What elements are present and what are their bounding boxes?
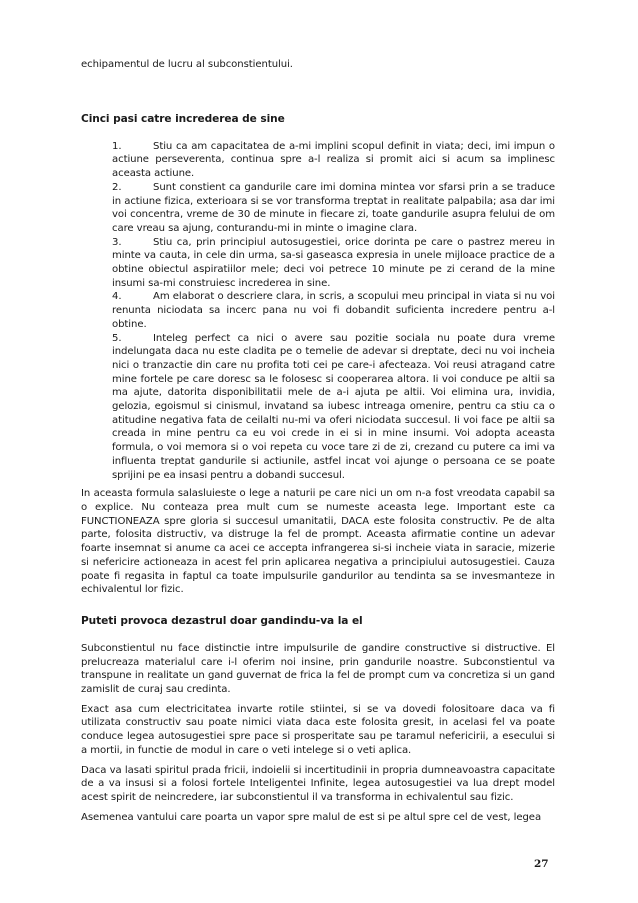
step-number: 2. xyxy=(112,181,122,193)
section-heading-self-confidence: Cinci pasi catre increderea de sine xyxy=(81,112,285,125)
step-text: Am elaborat o descriere clara, in scris, a scopului meu principal in viata si nu voi renunta niciodata sa incerc pana nu voi fi dobandit suficienta incredere pentru a-l obtine. xyxy=(112,291,555,330)
steps-list xyxy=(81,140,555,483)
list-item xyxy=(112,332,555,483)
step-text: Stiu ca am capacitatea de a-mi implini scopul definit in viata; deci, imi impun o actiune perseverenta, continua spre a-l realiza si promit aici si acum sa implinesc aceasta actiune. xyxy=(112,140,555,180)
body-paragraph: Asemenea vantului care poarta un vapor spre malul de est si pe altul spre cel de vest, legea xyxy=(81,811,542,823)
list-item xyxy=(112,236,555,291)
step-text: Stiu ca, prin principiul autosugestiei, orice dorinta pe care o pastrez mereu in minte va cauta, in cele din urma, sa-si gaseasca expresia in unele mijloace practice de a obtine obiectul aspiratiilor mele; deci voi petrece 10 minute pe zi cerand de la mine insumi sa-mi construiesc increderea in sine. xyxy=(112,236,555,289)
step-number: 5. xyxy=(112,332,122,344)
lead-line: echipamentul de lucru al subconstientului. xyxy=(81,59,293,70)
body-paragraph: Subconstientul nu face distinctie intre impulsurile de gandire constructive si distructive. El prelucreaza materialul care i-l oferim noi insine, prin gandurile noastre. Subconstientul va transpune in realitate un gand guvernat de frica la fel de prompt cum va concretiza si un gand zamislit de curaj sau credinta. xyxy=(81,642,555,696)
page-content xyxy=(81,58,555,830)
step-text: Sunt constient ca gandurile care imi domina mintea vor sfarsi prin a se traduce in actiune fizica, exterioara si se vor transforma treptat in realitate palpabila; asa dar imi voi concentra, vreme de 30 de minute in fiecare zi, toate gandurile asupra felului de om care vreau sa ajung, conturandu-mi in minte o imagine clara. xyxy=(112,181,555,234)
body-paragraph: Exact asa cum electricitatea invarte rotile stiintei, si se va dovedi folositoare daca va fi utilizata constructiv sau poate nimici viata daca este folosita gresit, in acelasi fel va poate conduce legea autosugestiei spre pace si prosperitate sau pe taramul nefericirii, a esecului si a mortii, in functie de modul in care o veti intelege si o veti aplica. xyxy=(81,703,555,756)
step-number: 4. xyxy=(112,291,122,303)
step-number: 3. xyxy=(112,236,122,248)
body-paragraph: Daca va lasati spiritul prada fricii, indoielii si incertitudinii in propria dumneavoastra capacitate de a va insusi si a folosi fortele Inteligentei Infinite, legea autosugestiei va lua drept model acest spirit de neincredere, iar subconstientul il va transforma in echivalentul sau fizic. xyxy=(81,764,555,803)
list-item xyxy=(112,140,555,181)
body-paragraph: In aceasta formula salasluieste o lege a naturii pe care nici un om n-a fost vreodata capabil sa o explice. Nu conteaza prea mult cum se numeste aceasta lege. Important este ca FUNCTIONEAZA spre gloria si succesul umanitatii, DACA este folosita constructiv. Pe de alta parte, folosita distructiv, va distruge la fel de prompt. Aceasta afirmatie contine un adevar foarte insemnat si anume ca acei ce accepta infrangerea si-si incheie viata in saracie, mizerie si nefericire actioneaza in acest fel prin aplicarea negativa a principiului autosugestiei. Cauza poate fi regasita in faptul ca toate impulsurile gandurilor au tendinta sa se invesmanteze in echivalentul lor fizic. xyxy=(81,488,555,596)
step-number: 1. xyxy=(112,140,122,152)
page-number: 27 xyxy=(534,858,549,870)
list-item xyxy=(112,290,555,331)
step-text: Inteleg perfect ca nici o avere sau pozitie sociala nu poate dura vreme indelungata daca nu este cladita pe o temelie de adevar si dreptate, deci nu voi incheia nici o tranzactie din care nu profita toti cei pe care-i afecteaza. Voi reusi atragand catre mine fortele pe care doresc sa le folosesc si cooperarea altora. Ii voi conduce pe altii sa ma ajute, datorita disponibilitatii mele de a-i ajuta pe altii. Voi elimina ura, invidia, gelozia, egoismul si cinismul, invatand sa iubesc intreaga omenire, pentru ca stiu ca o atitudine negativa fata de ceilalti nu-mi va oferi niciodata succesul. Ii voi face pe altii sa creada in mine pentru ca eu voi crede in ei si in mine insumi. Voi adopta aceasta formula, o voi memora si o voi repeta cu voce tare zi de zi, crezand cu putere ca imi va influenta treptat gandurile si actiunile, astfel incat voi ajunge o persoana ce se poate sprijini pe ea insasi pentru a dobandi succesul. xyxy=(112,332,555,481)
list-item xyxy=(112,181,555,236)
section-heading-disaster: Puteti provoca dezastrul doar gandindu-va la el xyxy=(81,614,363,627)
